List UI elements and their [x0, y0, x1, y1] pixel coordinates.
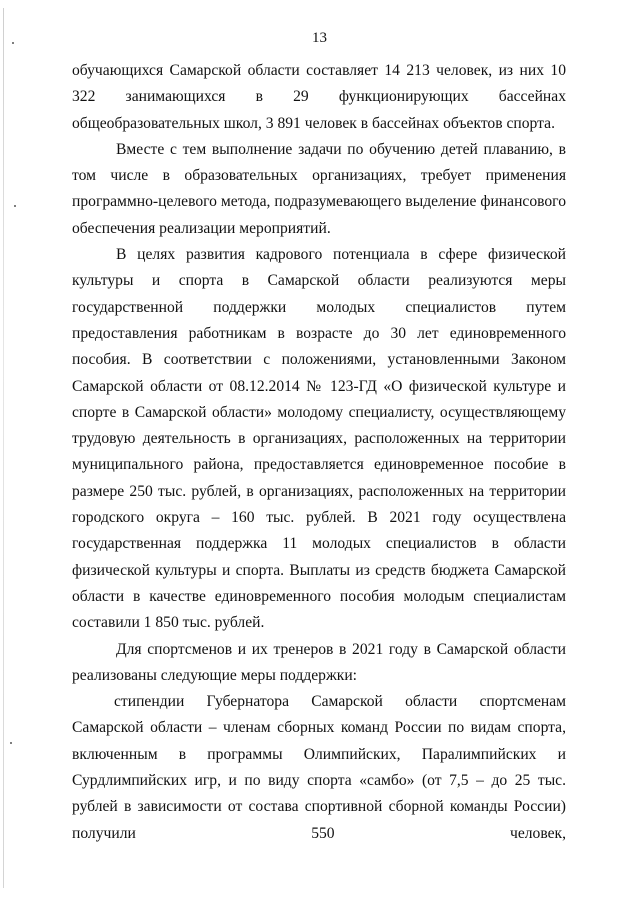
- paragraph-swimming-program: Вместе с тем выполнение задачи по обучению детей плаванию, в том числе в образовательных организациях, требует применения программно-целевого метода, подразумевающего выделение финансового обеспечения реализации мероприятий.: [72, 140, 566, 237]
- scan-speck: [10, 742, 12, 744]
- paragraph-support-measures: Для спортсменов и их тренеров в 2021 году в Самарской области реализованы следующие меры поддержки:: [72, 640, 566, 684]
- paragraph-swimming-stats: обучающихся Самарской области составляет 14 213 человек, из них 10 322 занимающихся в 29 функционирующих бассейнах общеобразовательных школ, 3 891 человек в бассейнах объектов спорта.: [72, 62, 566, 132]
- paragraph-young-specialists: В целях развития кадрового потенциала в сфере физической культуры и спорта в Самарской области реализуются меры государственной поддержки молодых специалистов путем предоставления работникам в возрасте до 30 лет единовременного пособия. В соответствии с положениями, установленными Законом Самарской области от 08.12.2014 № 123-ГД «О физической культуре и спорте в Самарской области» молодому специалисту, осуществляющему трудовую деятельность в организациях, расположенных на территории муниципального района, предоставляется единовременное пособие в размере 250 тыс. рублей, в организациях, расположенных на территории городского округа – 160 тыс. рублей. В 2021 году осуществлена государственная поддержка 11 молодых специалистов в области физической культуры и спорта. Выплаты из средств бюджета Самарской области в качестве единовременного пособия молодым специалистам составили 1 850 тыс. рублей.: [72, 246, 566, 632]
- scan-edge-line: [3, 8, 4, 888]
- scan-speck: [14, 205, 16, 207]
- document-body: [72, 58, 566, 847]
- page-number: 13: [312, 30, 327, 46]
- paragraph-governor-stipends: стипендии Губернатора Самарской области спортсменам Самарской области – членам сборных команд России по видам спорта, включенным в программы Олимпийских, Паралимпийских и Сурдлимпийских игр, и по виду спорта «самбо» (от 7,5 – до 25 тыс. рублей в зависимости от состава спортивной сборной команды России) получили 550 человек,: [72, 693, 566, 842]
